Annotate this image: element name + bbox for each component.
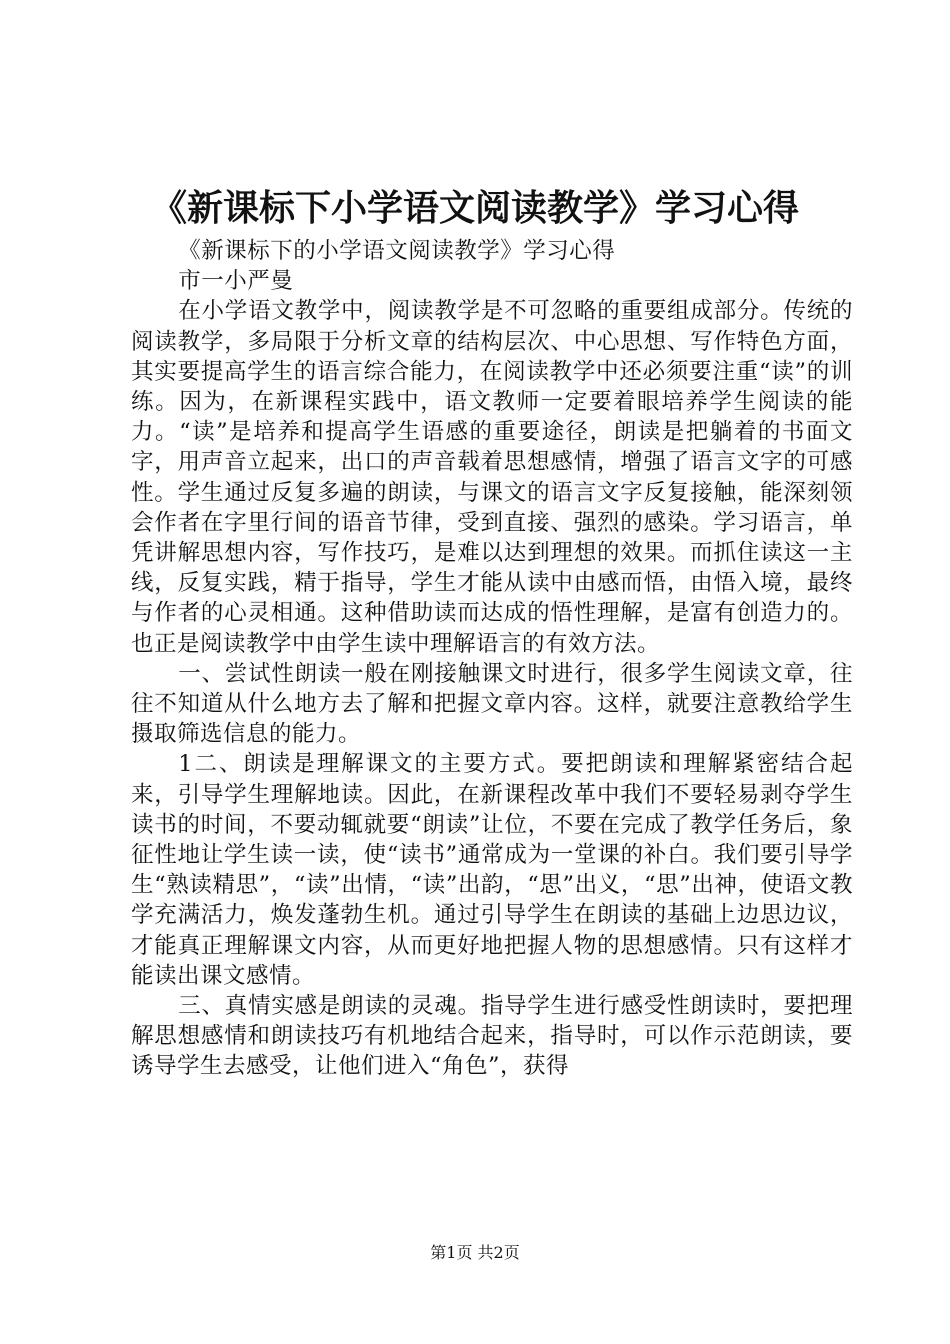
- page-number-footer: 第1页 共2页: [430, 1243, 520, 1262]
- body-paragraph-section-1: 一、尝试性朗读一般在刚接触课文时进行，很多学生阅读文章，往往不知道从什么地方去了解和把握文章内容。这样，就要注意教给学生摄取筛选信息的能力。: [131, 660, 853, 748]
- document-title: 《新课标下小学语文阅读教学》学习心得: [150, 187, 799, 229]
- document-author: 市一小严曼: [178, 268, 294, 295]
- body-paragraph-section-3: 三、真情实感是朗读的灵魂。指导学生进行感受性朗读时，要把理解思想感情和朗读技巧有机地结合起来，指导时，可以作示范朗读，要诱导学生去感受，让他们进入“角色”，获得: [131, 993, 853, 1080]
- body-paragraph-intro: 在小学语文教学中，阅读教学是不可忽略的重要组成部分。传统的阅读教学，多局限于分析文章的结构层次、中心思想、写作特色方面，其实要提高学生的语言综合能力，在阅读教学中还必须要注重“读”的训练。因为，在新课程实践中，语文教师一定要着眼培养学生阅读的能力。“读”是培养和提高学生语感的重要途径，朗读是把躺着的书面文字，用声音立起来，出口的声音载着思想感情，增强了语言文字的可感性。学生通过反复多遍的朗读，与课文的语言文字反复接触，能深刻领会作者在字里行间的语音节律，受到直接、强烈的感染。学习语言，单凭讲解思想内容，写作技巧，是难以达到理想的效果。而抓住读这一主线，反复实践，精于指导，学生才能从读中由感而悟，由悟入境，最终与作者的心灵相通。这种借助读而达成的悟性理解，是富有创造力的。也正是阅读教学中由学生读中理解语言的有效方法。: [131, 298, 853, 657]
- document-subtitle: 《新课标下的小学语文阅读教学》学习心得: [178, 238, 616, 264]
- document-body: [131, 236, 853, 1082]
- body-paragraph-section-2: 1二、朗读是理解课文的主要方式。要把朗读和理解紧密结合起来，引导学生理解地读。因此，在新课程改革中我们不要轻易剥夺学生读书的时间，不要动辄就要“朗读”让位，不要在完成了教学任务后，象征性地让学生读一读，使“读书”通常成为一堂课的补白。我们要引导学生“熟读精思”，“读”出情，“读”出韵，“思”出义，“思”出神，使语文教学充满活力，焕发蓬勃生机。通过引导学生在朗读的基础上边思边议，才能真正理解课文内容，从而更好地把握人物的思想感情。只有这样才能读出课文感情。: [131, 751, 853, 989]
